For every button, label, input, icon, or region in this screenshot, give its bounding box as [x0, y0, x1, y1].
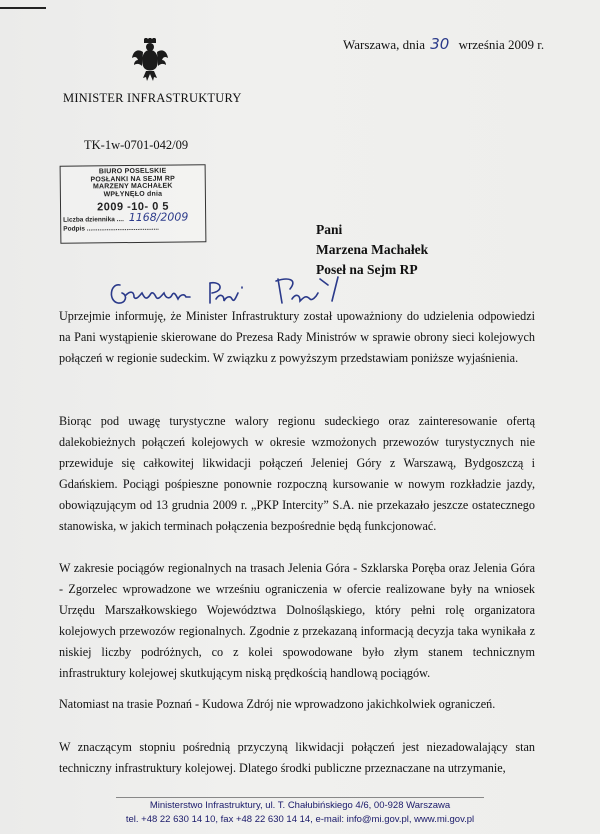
stamp-line: BIURO POSELSKIE [98, 167, 167, 176]
paragraph-regional: W zakresie pociągów regionalnych na trasach Jelenia Góra - Szklarska Poręba oraz Jelenia Góra - Zgorzelec wprowadzone we wrześniu ograniczenia w ofercie realizowane były na wniosek Urzędu Marszałkowskiego Województwa Dolnośląskiego, który pełni rolę organizatora kolejowych przewozów regionalnych. Zgodnie z przekazaną informacją decyzja taka wynikała z niskiej liczby podróżnych, co z kolei spowodowane było złym stanem technicznym infrastruktury kolejowej skutkującym niską prędkością handlową pociągów. [59, 561, 535, 680]
journal-label: Liczba dziennika [63, 216, 115, 224]
stamp-line: MARZENY MACHAŁEK [92, 182, 173, 191]
footer-contact: tel. +48 22 630 14 10, fax +48 22 630 14 14, e-mail: info@mi.gov.pl, www.mi.gov.pl [125, 814, 475, 825]
stamp-line: WPŁYNĘŁO dnia [103, 190, 163, 198]
place-date [343, 35, 544, 53]
received-stamp [60, 164, 207, 244]
stamp-date: 2009 -10- 0 5 [97, 200, 170, 214]
footer-address: Ministerstwo Infrastruktury, ul. T. Chałubińskiego 4/6, 00-928 Warszawa [149, 800, 451, 811]
paragraph-long-distance: Biorąc pod uwagę turystyczne walory regionu sudeckiego oraz zainteresowanie ofertą dalekobieżnych połączeń kolejowych w okresie wzmożonych przewozów turystycznych nie przewiduje się całkowitej likwidacji połączeń Jeleniej Góry z Warszawą, Bydgoszczą i Gdańskiem. Pociągi pośpieszne ponownie rozpoczną kursowanie w nowym rozkładzie jazdy, obowiązującym od 13 grudnia 2009 r. „PKP Intercity” S.A. nie przekazało jeszcze ostatecznego stanowiska, w jakich terminach połączenia bezpośrednie będą funkcjonować. [59, 414, 535, 533]
journal-number: 1168/2009 [128, 210, 189, 225]
sender-title: MINISTER INFRASTRUKTURY [63, 91, 242, 105]
stamp-journal-row: Liczba dziennika .... 1168/2009 [63, 210, 189, 225]
paragraph-intro: Uprzejmie informuję, że Minister Infrastruktury został upoważniony do udzielenia odpowiedzi na Pani wystąpienie skierowane do Prezesa Rady Ministrów w sprawie obrony sieci kolejowych połączeń w regionie sudeckim. W związku z powyższym przedstawiam poniższe wyjaśnienia. [59, 309, 535, 365]
recipient-salutation: Pani [316, 222, 343, 237]
handwritten-day: 30 [430, 35, 450, 53]
paragraph-infrastructure: W znaczącym stopniu pośrednią przyczyną likwidacji połączeń jest niezadowalający stan techniczny infrastruktury kolejowej. Dlatego środki publiczne przeznaczane na utrzymanie, [59, 740, 535, 775]
stamp-signature-row: Podpis ........................................ [63, 224, 160, 233]
place-prefix: Warszawa, dnia [343, 37, 425, 52]
fold-mark [0, 7, 46, 9]
stamp-line: POSŁANKI NA SEJM RP [90, 175, 175, 183]
footer-divider [116, 797, 484, 798]
polish-eagle-emblem [131, 38, 169, 84]
paragraph-kudowa: Natomiast na trasie Poznań - Kudowa Zdrój nie wprowadzono jakichkolwiek ograniczeń. [59, 697, 496, 711]
recipient-position: Poseł na Sejm RP [316, 262, 418, 277]
recipient-name: Marzena Machałek [316, 242, 429, 257]
signature-label: Podpis [63, 225, 85, 233]
month-year: września 2009 r. [458, 37, 545, 52]
reference-number: TK-1w-0701-042/09 [84, 138, 189, 152]
